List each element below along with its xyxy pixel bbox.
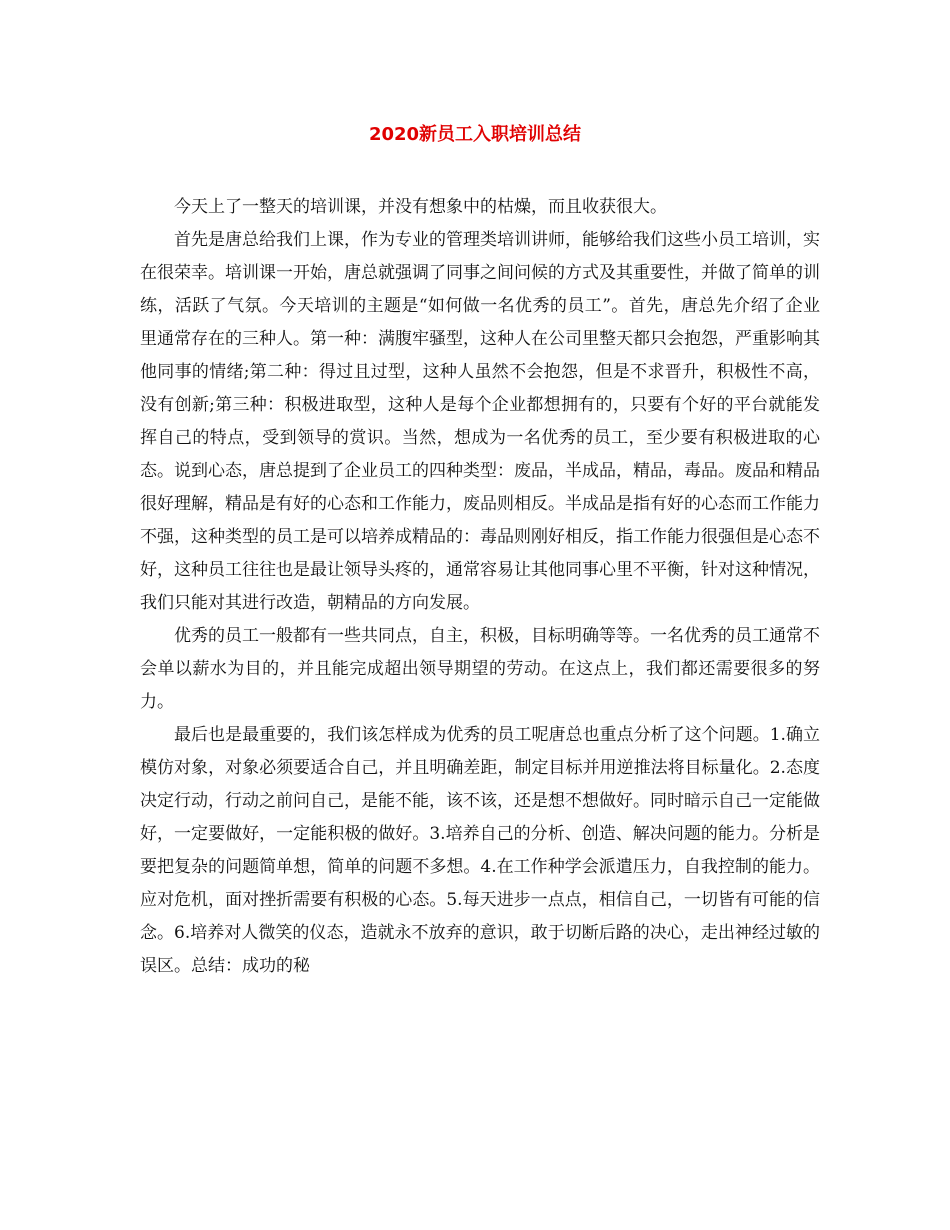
paragraph-common-traits: 优秀的员工一般都有一些共同点，自主，积极，目标明确等等。一名优秀的员工通常不会单以薪水为目的，并且能完成超出领导期望的劳动。在这点上，我们都还需要很多的努力。 (140, 626, 820, 712)
paragraph-how-to-excel: 最后也是最重要的，我们该怎样成为优秀的员工呢唐总也重点分析了这个问题。1.确立模仿对象，对象必须要适合自己，并且明确差距，制定目标并用逆推法将目标量化。2.态度决定行动，行动之前问自己，是能不能，该不该，还是想不想做好。同时暗示自己一定能做好，一定要做好，一定能积极的做好。3.培养自己的分析、创造、解决问题的能力。分析是要把复杂的问题简单想，简单的问题不多想。4.在工作种学会派遣压力，自我控制的能力。应对危机，面对挫折需要有积极的心态。5.每天进步一点点，相信自己，一切皆有可能的信念。6.培养对人微笑的仪态，造就永不放弃的意识，敢于切断后路的决心，走出神经过敏的误区。总结：成功的秘 (140, 725, 820, 976)
document-body (140, 191, 820, 983)
paragraph-intro: 今天上了一整天的培训课，并没有想象中的枯燥，而且收获很大。 (174, 197, 667, 217)
paragraph-first-lesson: 首先是唐总给我们上课，作为专业的管理类培训讲师，能够给我们这些小员工培训，实在很荣幸。培训课一开始，唐总就强调了同事之间问候的方式及其重要性，并做了简单的训练，活跃了气氛。今天培训的主题是“如何做一名优秀的员工”。首先，唐总先介绍了企业里通常存在的三种人。第一种：满腹牢骚型，这种人在公司里整天都只会抱怨，严重影响其他同事的情绪;第二种：得过且过型，这种人虽然不会抱怨，但是不求晋升，积极性不高，没有创新;第三种：积极进取型，这种人是每个企业都想拥有的，只要有个好的平台就能发挥自己的特点，受到领导的赏识。当然，想成为一名优秀的员工，至少要有积极进取的心态。说到心态，唐总提到了企业员工的四种类型：废品，半成品，精品，毒品。废品和精品很好理解，精品是有好的心态和工作能力，废品则相反。半成品是指有好的心态而工作能力不强，这种类型的员工是可以培养成精品的：毒品则刚好相反，指工作能力很强但是心态不好，这种员工往往也是最让领导头疼的，通常容易让其他同事心里不平衡，针对这种情况，我们只能对其进行改造，朝精品的方向发展。 (140, 230, 820, 613)
document-title: 2020新员工入职培训总结 (368, 124, 582, 145)
